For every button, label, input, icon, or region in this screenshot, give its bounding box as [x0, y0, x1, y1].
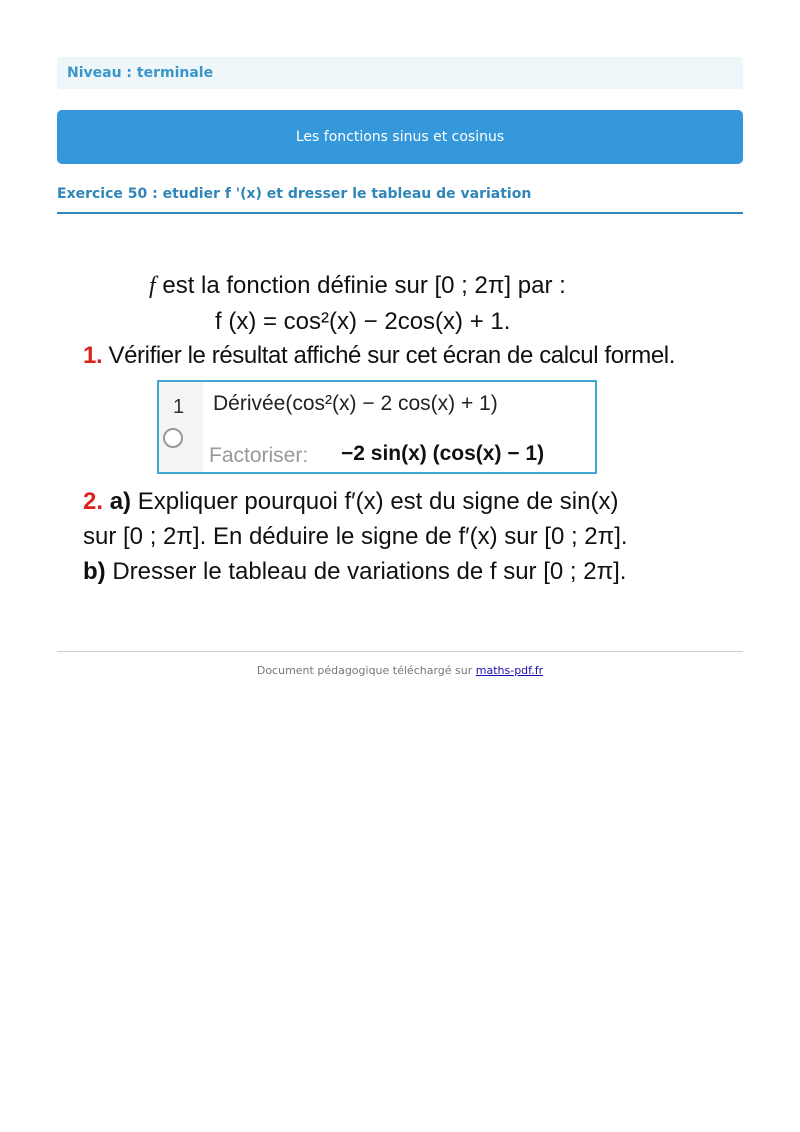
question-2a-label: a) — [109, 488, 132, 515]
intro-interval: [0 ; 2π] — [434, 272, 512, 299]
question-2b-text: Dresser le tableau de variations de f sur [0 ; 2π]. — [105, 558, 627, 585]
chapter-title: Les fonctions sinus et cosinus — [295, 129, 505, 145]
cas-factor-result: −2 sin(x) (cos(x) − 1) — [341, 442, 545, 465]
footer — [57, 664, 743, 677]
footer-divider — [57, 651, 743, 652]
level-label: Niveau : terminale — [67, 65, 214, 81]
question-2b-label: b) — [83, 558, 106, 585]
radio-icon[interactable] — [163, 428, 183, 448]
chapter-title-bar — [57, 110, 743, 164]
function-name: f — [149, 273, 156, 299]
question-1-number: 1. — [83, 342, 103, 369]
cas-gutter — [159, 382, 203, 472]
intro-text: est la fonction définie sur — [155, 272, 435, 299]
question-2a-line1 — [83, 488, 618, 516]
question-1-text: Vérifier le résultat affiché sur cet écran de calcul formel. — [108, 342, 675, 369]
cas-line-number: 1 — [173, 396, 185, 418]
question-2b — [83, 558, 626, 586]
question-1 — [83, 342, 675, 370]
question-2-number: 2. — [83, 488, 104, 515]
cas-input[interactable]: Dérivée(cos²(x) − 2 cos(x) + 1) — [213, 392, 498, 415]
intro-line — [149, 272, 566, 300]
cas-factor-label: Factoriser: — [209, 444, 309, 467]
exercise-heading-divider — [57, 212, 743, 214]
footer-link[interactable]: maths-pdf.fr — [475, 664, 544, 677]
cas-screen — [157, 380, 597, 474]
intro-text-end: par : — [511, 272, 566, 299]
function-definition — [215, 308, 510, 336]
question-2a-line2 — [83, 523, 628, 551]
level-banner — [57, 57, 743, 89]
exercise-heading: Exercice 50 : etudier f '(x) et dresser le tableau de variation — [57, 186, 532, 202]
definition-formula: f (x) = cos²(x) − 2cos(x) + 1. — [215, 308, 511, 335]
footer-text: Document pédagogique téléchargé sur — [256, 664, 476, 677]
question-2a-text-2: sur [0 ; 2π]. En déduire le signe de f′(x) sur [0 ; 2π]. — [83, 523, 628, 550]
question-2a-text-1: Expliquer pourquoi f′(x) est du signe de sin(x) — [131, 488, 619, 515]
exercise-content — [57, 262, 743, 602]
